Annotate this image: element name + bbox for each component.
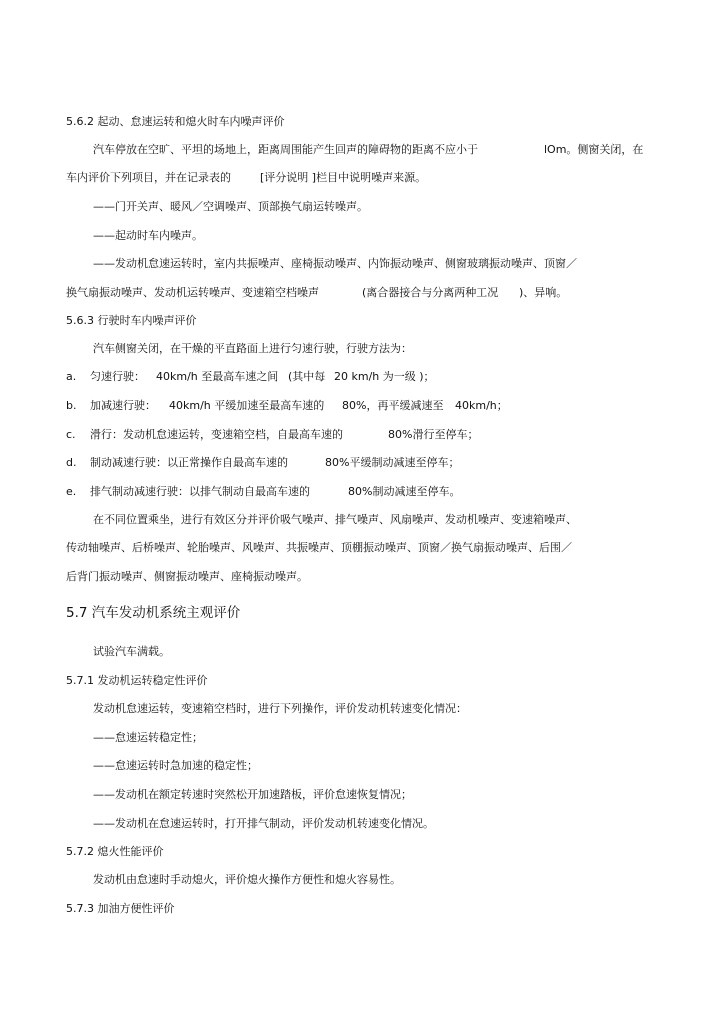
text-segment: 加减速行驶： xyxy=(90,399,156,412)
paragraph-line: 试验汽车满载。 xyxy=(93,645,170,658)
text-segment: 匀速行驶： xyxy=(90,370,145,383)
section-heading-5-7-3: 5.7.3 加油方便性评价 xyxy=(66,902,175,915)
paragraph-line: 汽车侧窗关闭，在干燥的平直路面上进行匀速行驶，行驶方法为： xyxy=(93,342,412,355)
section-heading-5-6-2: 5.6.2 起动、怠速运转和熄火时车内噪声评价 xyxy=(66,115,285,128)
paragraph-line: 传动轴噪声、后桥噪声、轮胎噪声、风噪声、共振噪声、顶棚振动噪声、顶窗／换气扇振动噪声、后围／ xyxy=(66,541,572,554)
section-heading-5-6-3: 5.6.3 行驶时车内噪声评价 xyxy=(66,314,197,327)
list-item: ——起动时车内噪声。 xyxy=(93,229,203,242)
list-marker: c. xyxy=(66,428,76,441)
section-heading-5-7-1: 5.7.1 发动机运转稳定性评价 xyxy=(66,674,208,687)
text-segment: (离合器接合与分离两种工况 xyxy=(362,286,499,299)
paragraph-line: 发动机由怠速时手动熄火，评价熄火操作方便性和熄火容易性。 xyxy=(93,873,401,886)
text-segment: 汽车停放在空旷、平坦的场地上，距离周围能产生回声的障碍物的距离不应小于 xyxy=(93,143,478,156)
list-marker: b. xyxy=(66,399,77,412)
paragraph-line: 后背门振动噪声、侧窗振动噪声、座椅振动噪声。 xyxy=(66,570,308,583)
text-segment: )、异响。 xyxy=(519,286,568,299)
list-marker: a. xyxy=(66,370,77,383)
list-item: ——发动机在额定转速时突然松开加速踏板，评价怠速恢复情况； xyxy=(93,788,412,801)
list-item: ——门开关声、暖风／空调噪声、顶部换气扇运转噪声。 xyxy=(93,200,368,213)
list-marker: d. xyxy=(66,456,77,469)
section-heading-5-7-2: 5.7.2 熄火性能评价 xyxy=(66,845,164,858)
text-segment: 40km/h 平缓加速至最高车速的 xyxy=(169,399,325,412)
text-segment: 40km/h； xyxy=(455,399,508,412)
list-marker: e. xyxy=(66,485,77,498)
section-heading-5-7: 5.7 汽车发动机系统主观评价 xyxy=(66,605,241,621)
text-segment: 20 km/h 为一级 )； xyxy=(334,370,435,383)
text-segment: 80%，再平缓减速至 xyxy=(342,399,444,412)
text-segment: 80%滑行至停车； xyxy=(388,428,479,441)
text-segment: 80%制动减速至停车。 xyxy=(348,485,461,498)
text-segment: 车内评价下列项目，并在记录表的 xyxy=(66,171,231,184)
text-segment: [评分说明 ]栏目中说明噪声来源。 xyxy=(260,171,427,184)
text-segment: 滑行：发动机怠速运转，变速箱空档，自最高车速的 xyxy=(90,428,343,441)
list-item: ——怠速运转时急加速的稳定性； xyxy=(93,759,258,772)
paragraph-line: 在不同位置乘坐，进行有效区分并评价吸气噪声、排气噪声、风扇噪声、发动机噪声、变速箱噪声、 xyxy=(93,513,577,526)
paragraph-line: 发动机怠速运转，变速箱空档时，进行下列操作，评价发动机转速变化情况： xyxy=(93,702,467,715)
text-segment: lOm。侧窗关闭，在 xyxy=(544,143,644,156)
text-segment: 换气扇振动噪声、发动机运转噪声、变速箱空档噪声 xyxy=(66,286,319,299)
text-segment: 排气制动减速行驶：以排气制动自最高车速的 xyxy=(90,485,310,498)
text-segment: 制动减速行驶：以正常操作自最高车速的 xyxy=(90,456,288,469)
text-segment: (其中每 xyxy=(288,370,326,383)
list-item: ——发动机在怠速运转时，打开排气制动，评价发动机转速变化情况。 xyxy=(93,817,434,830)
text-segment: 80%平缓制动减速至停车； xyxy=(325,456,460,469)
list-item: ——怠速运转稳定性； xyxy=(93,731,203,744)
text-segment: 40km/h 至最高车速之间 xyxy=(156,370,279,383)
list-item: ——发动机怠速运转时，室内共振噪声、座椅振动噪声、内饰振动噪声、侧窗玻璃振动噪声、顶窗／ xyxy=(93,257,577,270)
